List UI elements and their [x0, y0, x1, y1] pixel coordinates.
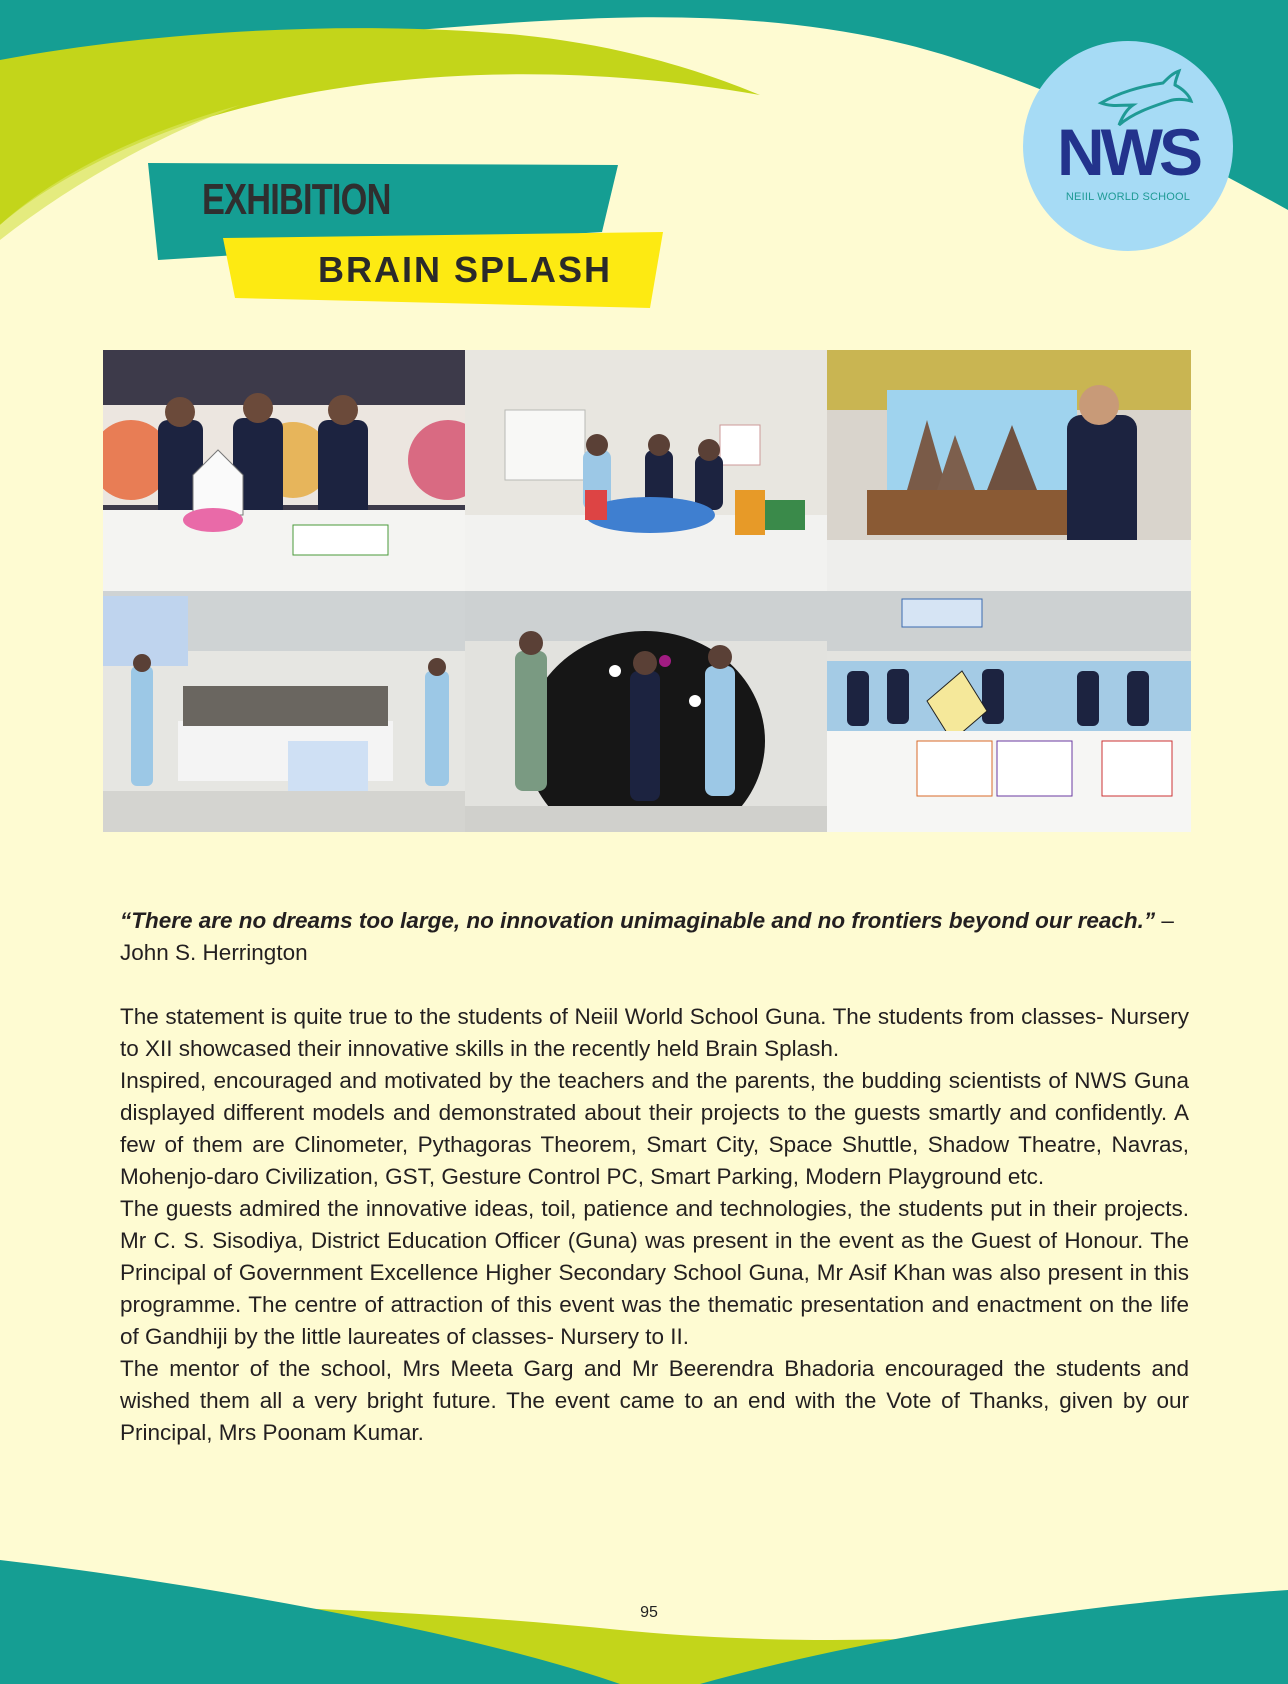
logo-letters: NWS — [1057, 115, 1199, 189]
students-with-dome-model-photo — [465, 591, 827, 832]
paragraph: Inspired, encouraged and motivated by the teachers and the parents, the budding scientists of NWS Guna displayed different models and demonstrated about their projects to the guests smartly and confidently. A few of them are Clinometer, Pythagoras Theorem, Smart City, Space Shuttle, Shadow Theatre, Navras, Mohenjo-daro Civilization, GST, Gesture Control PC, Smart Parking, Modern Playground etc. — [120, 1068, 1189, 1189]
school-logo — [1023, 41, 1233, 251]
paragraph: The guests admired the innovative ideas, toil, patience and technologies, the students put in their projects. Mr C. S. Sisodiya, District Education Officer (Guna) was present in the event as the Guest of Honour. The Principal of Government Excellence Higher Secondary School Guna, Mr Asif Khan was also present in this programme. The centre of attraction of this event was the thematic presentation and enactment on the life of Gandhiji by the little laureates of classes- Nursery to II. — [120, 1196, 1189, 1349]
students-with-city-model-photo — [465, 350, 827, 591]
page-number: 95 — [634, 1602, 664, 1624]
category-title: EXHIBITION — [202, 175, 391, 224]
article-body — [120, 905, 1189, 1449]
paragraph: The statement is quite true to the students of Neiil World School Guna. The students from classes- Nursery to XII showcased their innovative skills in the recently held Brain Splash. — [120, 1004, 1189, 1061]
photo-grid — [103, 350, 1191, 832]
quote-author: – John S. Herrington — [120, 908, 1174, 965]
students-with-house-model-photo — [103, 350, 465, 591]
logo-subtitle: NEIIL WORLD SCHOOL — [1065, 191, 1191, 203]
student-with-mountain-model-photo — [827, 350, 1191, 591]
quote — [120, 905, 1189, 969]
paragraph: The mentor of the school, Mrs Meeta Garg and Mr Beerendra Bhadoria encouraged the students and wished them all a very bright future. The event came to an end with the Vote of Thanks, given by our Principal, Mrs Poonam Kumar. — [120, 1356, 1189, 1445]
event-title: BRAIN SPLASH — [318, 249, 613, 290]
students-with-display-table-photo — [103, 591, 465, 832]
grand-exhibition-group-photo — [827, 591, 1191, 832]
quote-text: “There are no dreams too large, no innovation unimaginable and no frontiers beyond our reach.” — [120, 908, 1156, 933]
